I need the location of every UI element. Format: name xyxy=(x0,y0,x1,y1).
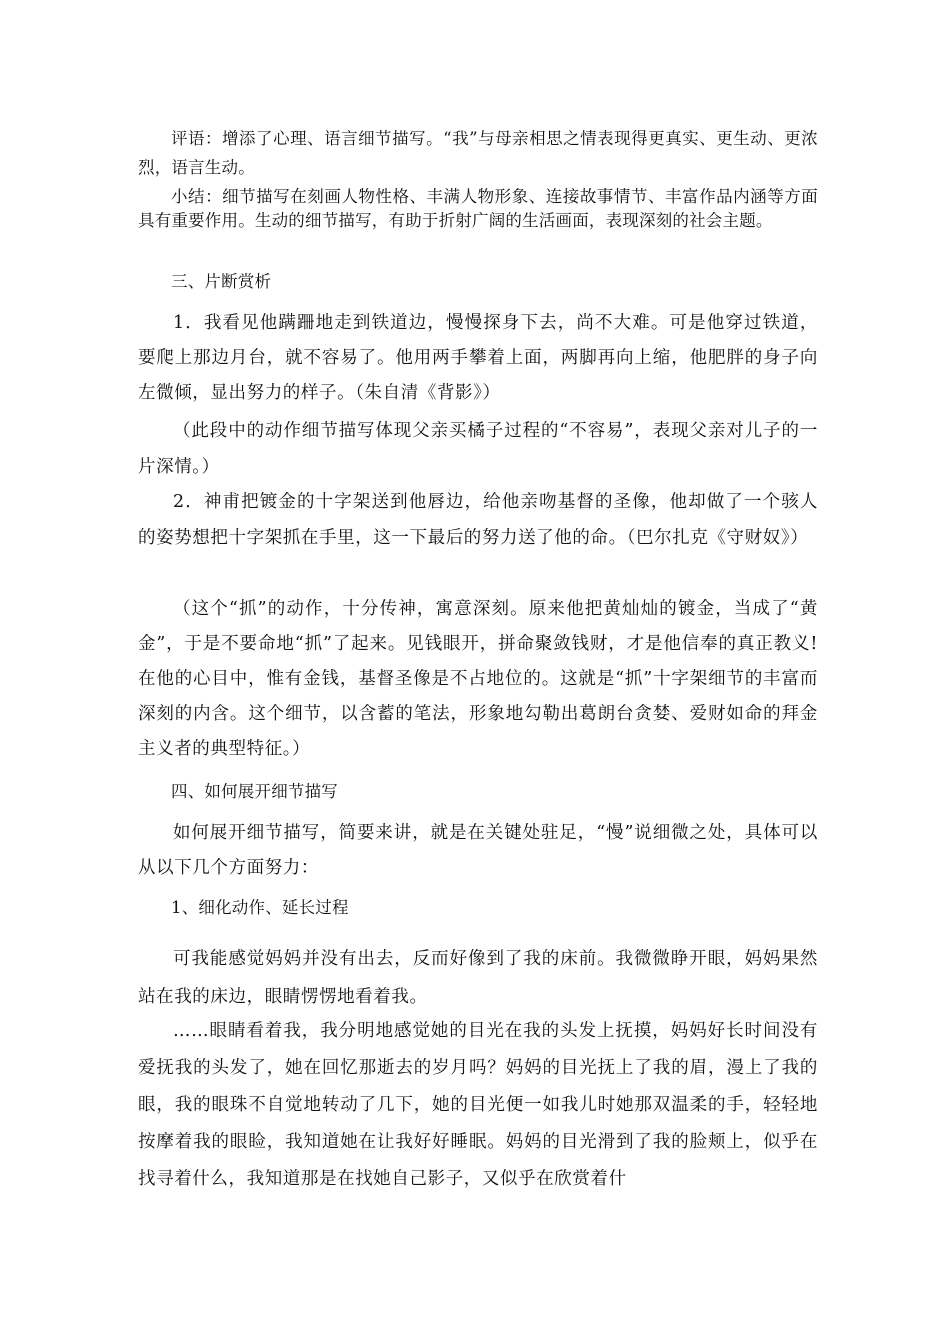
analysis-paragraph: （这个“抓”的动作，十分传神，寓意深刻。原来他把黄灿灿的镀金，当成了“黄金”，于是不要命地“抓”了起来。见钱眼开，拼命聚敛钱财，才是他信奉的真正教义!在他的心目中，惟有金钱，基督圣像是不占地位的。这就是“抓”十字架细节的丰富而深刻的内含。这个细节，以含蓄的笔法，形象地勾勒出葛朗台贪婪、爱财如命的拜金主义者的典型特征。） xyxy=(138,599,818,759)
excerpt-paragraph: 1．我看见他蹒跚地走到铁道边，慢慢探身下去，尚不大难。可是他穿过铁道，要爬上那边月台，就不容易了。他用两手攀着上面，两脚再向上缩，他肥胖的身子向左微倾，显出努力的样子。（朱自清《背影》） xyxy=(138,313,818,403)
section-heading: 四、如何展开细节描写 xyxy=(171,782,338,801)
section-heading: 三、片断赏析 xyxy=(171,272,272,291)
section-intro-paragraph: 如何展开细节描写，简要来讲，就是在关键处驻足，“慢”说细微之处，具体可以从以下几个方面努力： xyxy=(138,823,818,878)
summary-paragraph: 小结：细节描写在刻画人物性格、丰满人物形象、连接故事情节、丰富作品内涵等方面具有重要作用。生动的细节描写，有助于折射广阔的生活画面，表现深刻的社会主题。 xyxy=(138,187,818,230)
analysis-paragraph: （此段中的动作细节描写体现父亲买橘子过程的“不容易”，表现父亲对儿子的一片深情。） xyxy=(138,421,818,477)
comment-paragraph: 评语：增添了心理、语言细节描写。“我”与母亲相思之情表现得更真实、更生动、更浓烈，语言生动。 xyxy=(138,129,818,177)
method-heading: 1、细化动作、延长过程 xyxy=(171,898,349,917)
example-paragraph: ……眼睛看着我，我分明地感觉她的目光在我的头发上抚摸，妈妈好长时间没有爱抚我的头发了，她在回忆那逝去的岁月吗？妈妈的目光抚上了我的眉，漫上了我的眼，我的眼珠不自觉地转动了几下，她的目光便一如我儿时她那双温柔的手，轻轻地按摩着我的眼睑，我知道她在让我好好睡眠。妈妈的目光滑到了我的脸颊上，似乎在找寻着什么，我知道那是在找她自己影子，又似乎在欣赏着什 xyxy=(138,1021,818,1189)
excerpt-paragraph: 2．神甫把镀金的十字架送到他唇边，给他亲吻基督的圣像，他却做了一个骇人的姿势想把十字架抓在手里，这一下最后的努力送了他的命。（巴尔扎克《守财奴》） xyxy=(138,492,818,548)
example-paragraph: 可我能感觉妈妈并没有出去，反而好像到了我的床前。我微微睁开眼，妈妈果然站在我的床边，眼睛愣愣地看着我。 xyxy=(138,949,818,1007)
